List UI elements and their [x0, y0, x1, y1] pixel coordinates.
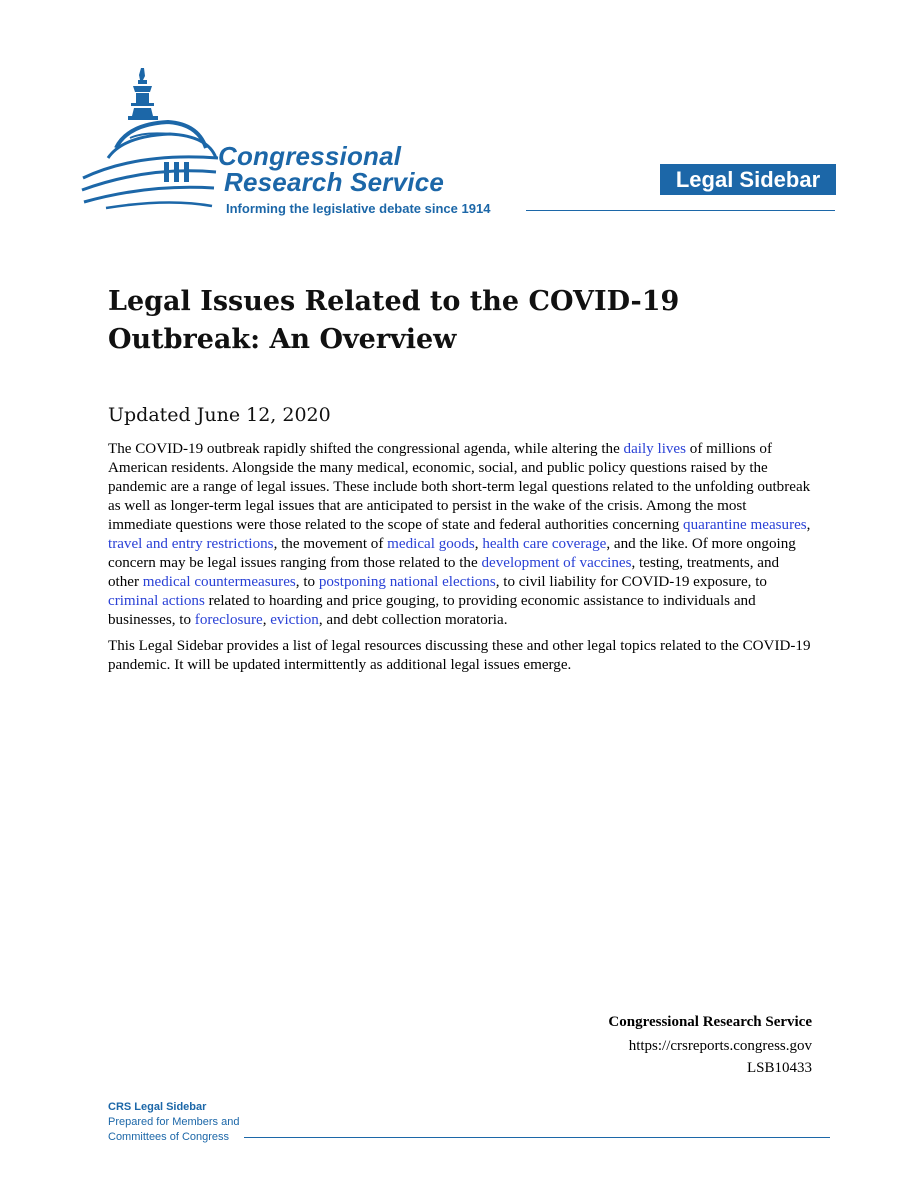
org-name: Congressional Research Service — [608, 1014, 812, 1030]
footer — [108, 1100, 239, 1145]
org-block — [608, 1014, 812, 1082]
footer-prepared-line: Prepared for Members and — [108, 1116, 240, 1128]
inline-link[interactable]: foreclosure — [194, 612, 263, 628]
inline-link[interactable]: development of vaccines — [481, 555, 632, 571]
inline-link[interactable]: daily lives — [623, 441, 687, 457]
paragraph-text: , — [806, 517, 811, 533]
inline-link[interactable]: health care coverage — [482, 536, 607, 552]
org-url: https://crsreports.congress.gov — [628, 1038, 812, 1054]
updated-date: Updated June 12, 2020 — [108, 404, 331, 426]
inline-link[interactable]: travel and entry restrictions — [108, 536, 274, 552]
paragraph-text: , — [474, 536, 483, 552]
paragraph-text: , testing, treatments, and other — [108, 555, 780, 590]
paragraph-text: , — [262, 612, 271, 628]
inline-link[interactable]: criminal actions — [108, 593, 205, 609]
inline-link[interactable]: eviction — [270, 612, 319, 628]
footer-divider — [244, 1137, 830, 1138]
tagline-divider — [526, 210, 835, 211]
page-title: Legal Issues Related to the COVID-19 Outbreak: An Overview — [108, 286, 680, 355]
paragraph-text: related to hoarding and price gouging, to providing economic assistance to individuals and businesses, to — [108, 593, 756, 628]
paragraph-text: , to civil liability for COVID-19 exposure, to — [495, 574, 767, 590]
crs-tagline: Informing the legislative debate since 1914 — [226, 201, 491, 216]
paragraph-text: , the movement of — [273, 536, 388, 552]
inline-link[interactable]: medical goods — [387, 536, 475, 552]
inline-link[interactable]: quarantine measures — [683, 517, 807, 533]
crs-wordmark-line2: Research Service — [224, 167, 445, 197]
inline-link[interactable]: postponing national elections — [318, 574, 496, 590]
legal-sidebar-badge: Legal Sidebar — [660, 164, 836, 195]
summary-paragraph: This Legal Sidebar provides a list of legal resources discussing these and other legal topics related to the COVID-19 pandemic. It will be updated intermittently as additional legal issues emerge. — [108, 638, 811, 673]
paragraph-text: , and debt collection moratoria. — [318, 612, 508, 628]
report-id: LSB10433 — [746, 1060, 812, 1076]
footer-committees-line: Committees of Congress — [108, 1131, 230, 1143]
paragraph-text: , to — [295, 574, 319, 590]
intro-paragraph — [108, 440, 812, 630]
crs-wordmark-line1: Congressional — [218, 141, 402, 171]
crs-wordmark — [218, 143, 444, 195]
document-body — [108, 440, 812, 682]
paragraph-text: , and the like. Of more ongoing concern may be legal issues ranging from those related to the — [108, 536, 796, 571]
footer-series: CRS Legal Sidebar — [108, 1101, 207, 1113]
paragraph-text: The COVID-19 outbreak rapidly shifted the congressional agenda, while altering the — [108, 441, 624, 457]
paragraph-text: of millions of American residents. Alongside the many medical, economic, social, and public policy questions raised by the pandemic are a range of legal issues. These include both short-term legal questions related to the unfolding outbreak as well as longer-term legal issues that are anticipated to persist in the wake of the crisis. Among the most immediate questions were those related to the scope of state and federal authorities concerning — [108, 441, 811, 533]
inline-link[interactable]: medical countermeasures — [142, 574, 296, 590]
